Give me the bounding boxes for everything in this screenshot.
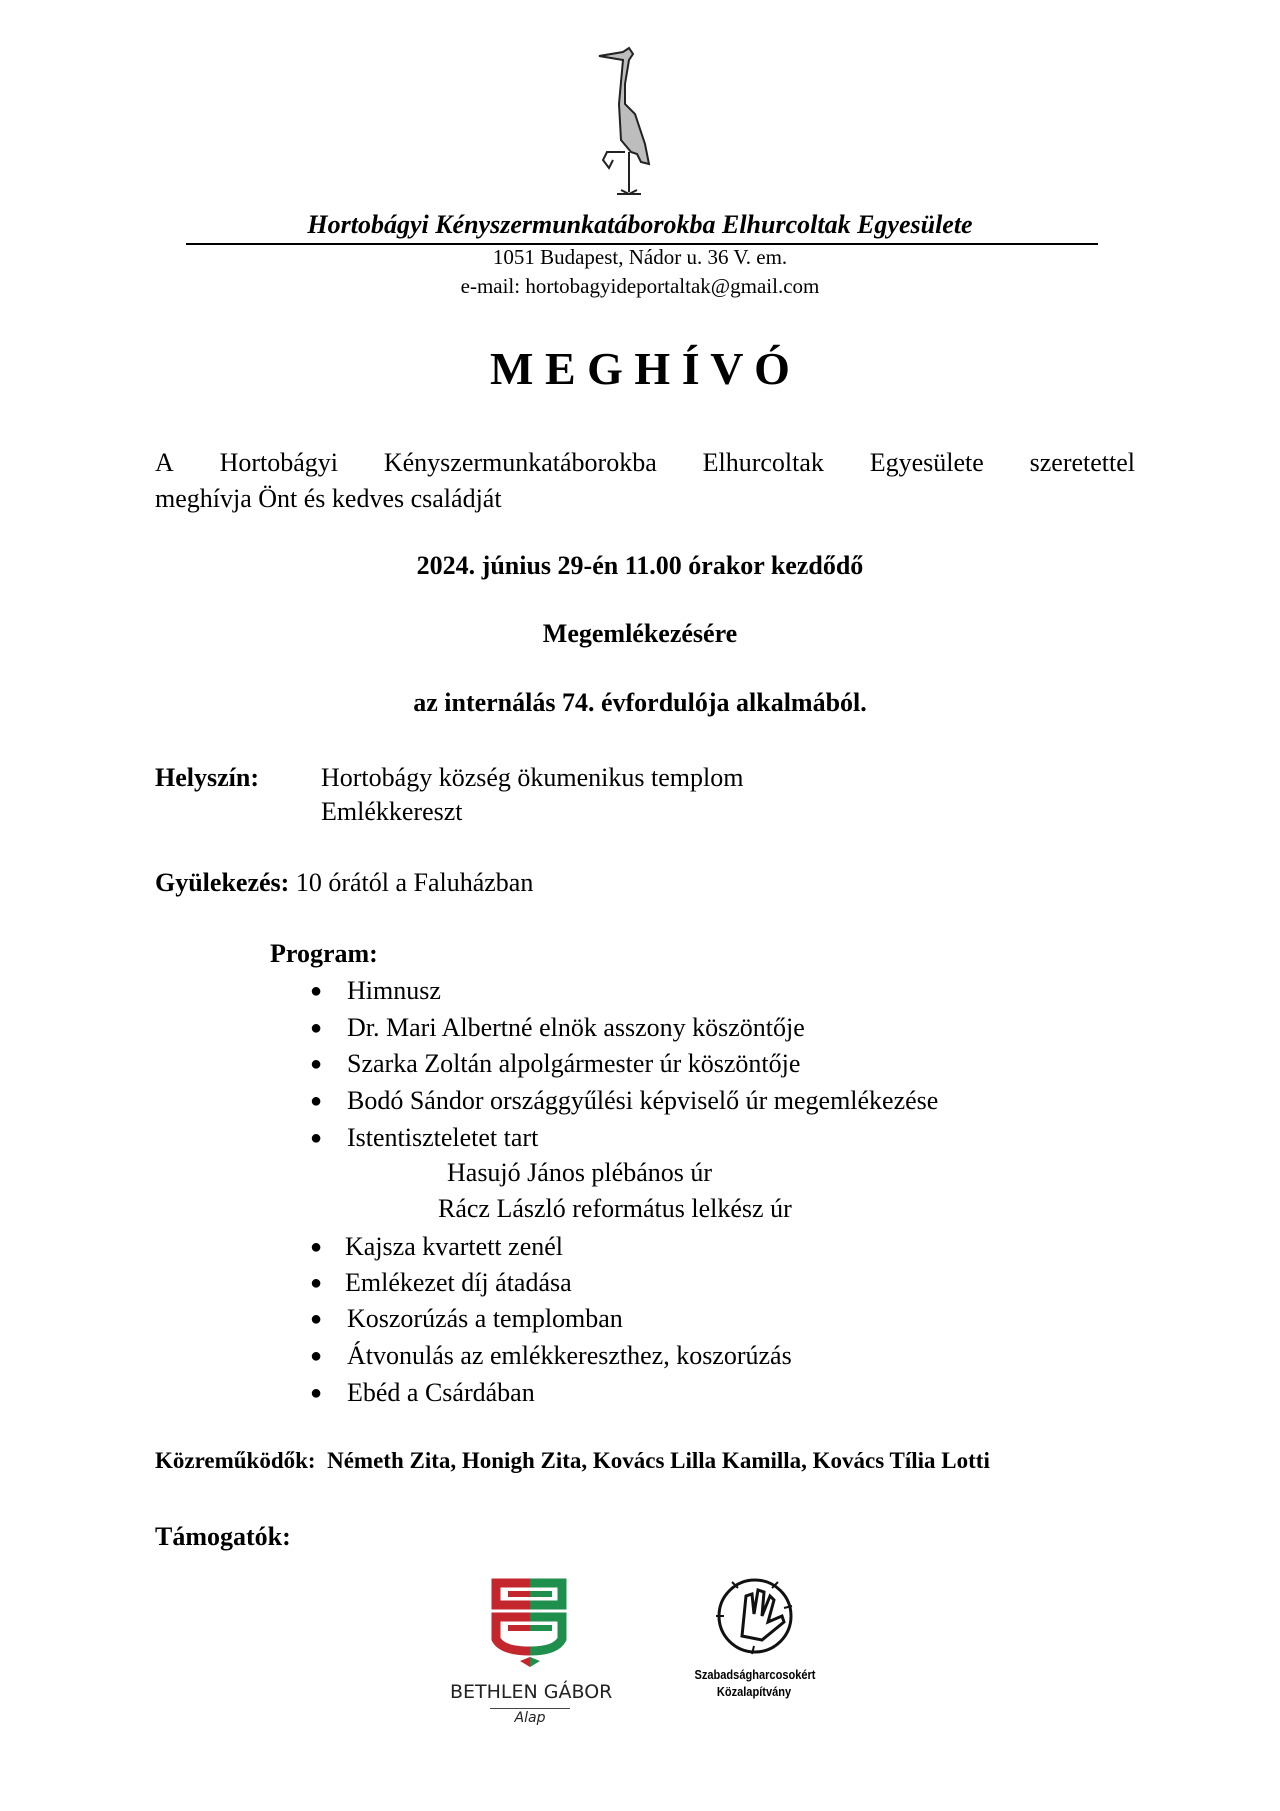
word: szeretettel bbox=[1029, 448, 1135, 477]
bullet-icon: ● bbox=[310, 1017, 323, 1039]
barbed-wire-hand-icon bbox=[712, 1576, 798, 1656]
word: Kényszermunkatáborokba bbox=[383, 448, 657, 477]
bullet-icon: ● bbox=[310, 1272, 323, 1294]
program-label: Program: bbox=[270, 939, 378, 968]
location-line2: Emlékkereszt bbox=[321, 797, 463, 826]
list-item: Bodó Sándor országgyűlési képviselő úr megemlékezése bbox=[347, 1086, 939, 1115]
contributors-label: Közreműködők: bbox=[155, 1448, 316, 1473]
page-title: M E G H Í V Ó bbox=[490, 343, 790, 394]
location-label: Helyszín: bbox=[155, 763, 259, 792]
gathering-value: 10 órától a Faluházban bbox=[295, 868, 534, 897]
event-name: Megemlékezésére bbox=[542, 619, 738, 648]
shield-icon bbox=[490, 1577, 570, 1669]
logo-divider bbox=[490, 1708, 570, 1709]
event-occasion: az internálás 74. évfordulója alkalmából. bbox=[413, 688, 867, 717]
sponsors-label: Támogatók: bbox=[155, 1522, 291, 1551]
intro-line1 bbox=[155, 448, 1135, 478]
logo-sub: Közalapítvány bbox=[716, 1684, 792, 1699]
bullet-icon: ● bbox=[310, 1236, 323, 1258]
bethlen-gabor-logo bbox=[450, 1577, 613, 1732]
word: Elhurcoltak bbox=[702, 448, 824, 477]
sub-item: Hasujó János plébános úr bbox=[447, 1158, 713, 1187]
org-name: Hortobágyi Kényszermunkatáborokba Elhurcoltak Egyesülete bbox=[307, 210, 973, 239]
bullet-icon: ● bbox=[310, 1127, 323, 1149]
word: A bbox=[155, 448, 174, 477]
logo-name: Szabadságharcosokért bbox=[694, 1667, 816, 1682]
intro-line2: meghívja Önt és kedves családját bbox=[155, 484, 502, 513]
list-item: Emlékezet díj átadása bbox=[345, 1268, 572, 1297]
bullet-icon: ● bbox=[310, 1053, 323, 1075]
bullet-icon: ● bbox=[310, 1090, 323, 1112]
bullet-icon: ● bbox=[310, 1382, 323, 1404]
stork-icon bbox=[595, 44, 665, 200]
gathering-label: Gyülekezés: bbox=[155, 868, 290, 897]
list-item: Kajsza kvartett zenél bbox=[345, 1232, 563, 1261]
logo-sub: Alap bbox=[514, 1710, 546, 1726]
bullet-icon: ● bbox=[310, 980, 323, 1002]
list-item: Dr. Mari Albertné elnök asszony köszöntője bbox=[347, 1013, 805, 1042]
event-date: 2024. június 29-én 11.00 órakor kezdődő bbox=[416, 551, 864, 580]
bullet-icon: ● bbox=[310, 1308, 323, 1330]
location-line1: Hortobágy község ökumenikus templom bbox=[321, 763, 744, 792]
email: e-mail: hortobagyideportaltak@gmail.com bbox=[460, 274, 820, 298]
list-item: Istentiszteletet tart bbox=[347, 1123, 539, 1152]
sub-item: Rácz László református lelkész úr bbox=[438, 1194, 792, 1223]
list-item: Szarka Zoltán alpolgármester úr köszöntője bbox=[347, 1049, 801, 1078]
address: 1051 Budapest, Nádor u. 36 V. em. bbox=[492, 245, 788, 269]
list-item: Átvonulás az emlékkereszthez, koszorúzás bbox=[347, 1341, 792, 1370]
list-item: Koszorúzás a templomban bbox=[347, 1304, 623, 1333]
list-item: Ebéd a Csárdában bbox=[347, 1378, 535, 1407]
word: Egyesülete bbox=[869, 448, 984, 477]
szabadsagharcosokert-logo bbox=[684, 1570, 824, 1710]
word: Hortobágyi bbox=[219, 448, 339, 477]
contributors-value: Németh Zita, Honigh Zita, Kovács Lilla Kamilla, Kovács Tília Lotti bbox=[327, 1448, 990, 1473]
bullet-icon: ● bbox=[310, 1345, 323, 1367]
list-item: Himnusz bbox=[347, 976, 441, 1005]
logo-name: BETHLEN GÁBOR bbox=[450, 1681, 613, 1703]
